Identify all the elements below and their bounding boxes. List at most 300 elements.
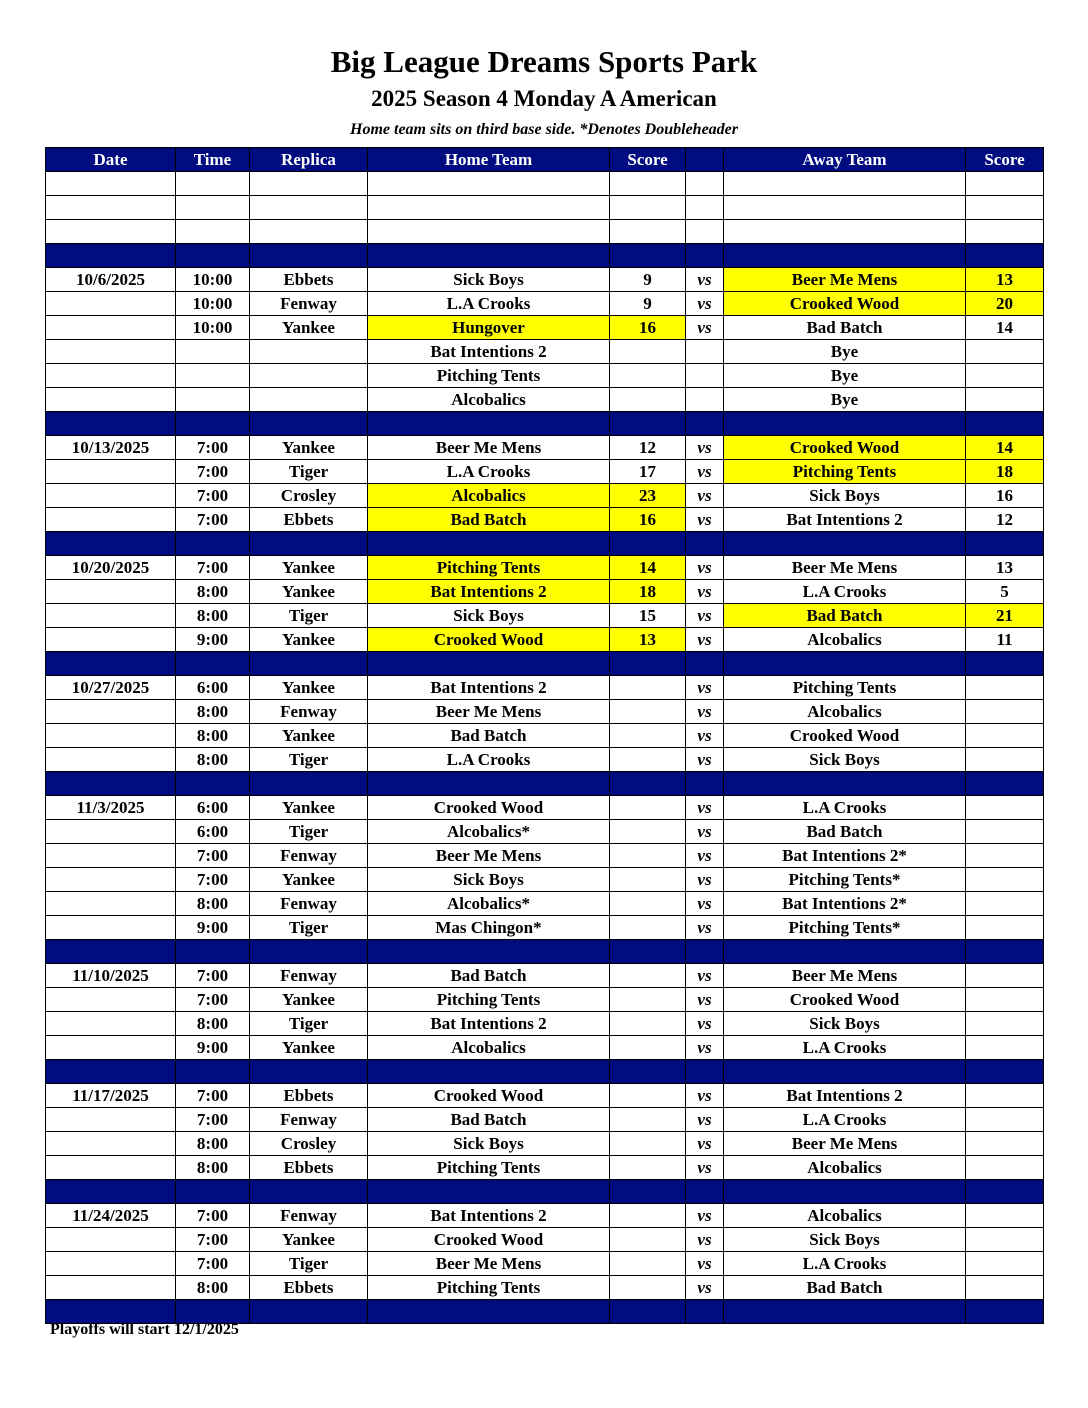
vs-cell: vs xyxy=(686,868,724,892)
separator-cell xyxy=(724,1060,966,1084)
time-cell: 7:00 xyxy=(176,484,250,508)
away-team-cell: L.A Crooks xyxy=(724,1252,966,1276)
replica-cell: Ebbets xyxy=(250,1084,368,1108)
game-row xyxy=(46,484,1044,508)
away-team-cell: L.A Crooks xyxy=(724,580,966,604)
separator-cell xyxy=(724,652,966,676)
vs-cell: vs xyxy=(686,484,724,508)
replica-cell: Yankee xyxy=(250,1036,368,1060)
col-date: Date xyxy=(46,148,176,172)
away-score-cell xyxy=(966,700,1044,724)
game-row xyxy=(46,556,1044,580)
home-score-cell: 15 xyxy=(610,604,686,628)
game-row xyxy=(46,724,1044,748)
empty-cell xyxy=(250,220,368,244)
home-team-cell: Sick Boys xyxy=(368,868,610,892)
date-cell xyxy=(46,460,176,484)
home-score-cell xyxy=(610,700,686,724)
game-row xyxy=(46,676,1044,700)
home-score-cell xyxy=(610,1084,686,1108)
replica-cell: Ebbets xyxy=(250,268,368,292)
vs-cell: vs xyxy=(686,892,724,916)
home-team-cell: L.A Crooks xyxy=(368,460,610,484)
time-cell: 6:00 xyxy=(176,676,250,700)
replica-cell: Fenway xyxy=(250,292,368,316)
away-team-cell: Beer Me Mens xyxy=(724,1132,966,1156)
home-team-cell: Pitching Tents xyxy=(368,556,610,580)
separator-cell xyxy=(176,1300,250,1324)
time-cell: 7:00 xyxy=(176,1084,250,1108)
home-team-cell: Bad Batch xyxy=(368,1108,610,1132)
game-row xyxy=(46,916,1044,940)
game-row xyxy=(46,748,1044,772)
home-score-cell xyxy=(610,1036,686,1060)
col-away-score: Score xyxy=(966,148,1044,172)
time-cell: 9:00 xyxy=(176,916,250,940)
vs-cell xyxy=(686,388,724,412)
separator-cell xyxy=(686,652,724,676)
home-score-cell: 9 xyxy=(610,292,686,316)
away-score-cell: 20 xyxy=(966,292,1044,316)
date-cell xyxy=(46,844,176,868)
time-cell: 7:00 xyxy=(176,1204,250,1228)
replica-cell: Fenway xyxy=(250,892,368,916)
away-team-cell: L.A Crooks xyxy=(724,796,966,820)
away-team-cell: Pitching Tents xyxy=(724,460,966,484)
home-score-cell xyxy=(610,748,686,772)
date-cell xyxy=(46,388,176,412)
home-score-cell xyxy=(610,1156,686,1180)
empty-cell xyxy=(176,172,250,196)
away-team-cell: Sick Boys xyxy=(724,748,966,772)
time-cell: 7:00 xyxy=(176,988,250,1012)
away-score-cell xyxy=(966,1036,1044,1060)
away-team-cell: Bye xyxy=(724,388,966,412)
separator-cell xyxy=(176,1060,250,1084)
schedule-table xyxy=(45,147,1044,1324)
away-score-cell xyxy=(966,844,1044,868)
vs-cell: vs xyxy=(686,604,724,628)
game-row xyxy=(46,1204,1044,1228)
home-score-cell xyxy=(610,676,686,700)
separator-cell xyxy=(368,244,610,268)
time-cell: 7:00 xyxy=(176,436,250,460)
vs-cell: vs xyxy=(686,1132,724,1156)
game-row xyxy=(46,1036,1044,1060)
time-cell: 8:00 xyxy=(176,1276,250,1300)
vs-cell: vs xyxy=(686,700,724,724)
home-score-cell: 16 xyxy=(610,508,686,532)
home-score-cell xyxy=(610,388,686,412)
replica-cell: Yankee xyxy=(250,436,368,460)
separator-cell xyxy=(724,940,966,964)
away-team-cell: Sick Boys xyxy=(724,484,966,508)
vs-cell: vs xyxy=(686,268,724,292)
time-cell: 8:00 xyxy=(176,700,250,724)
time-cell: 10:00 xyxy=(176,316,250,340)
away-score-cell xyxy=(966,340,1044,364)
game-row xyxy=(46,292,1044,316)
away-score-cell xyxy=(966,1156,1044,1180)
home-team-cell: L.A Crooks xyxy=(368,292,610,316)
separator-cell xyxy=(724,412,966,436)
game-row xyxy=(46,508,1044,532)
home-team-cell: Sick Boys xyxy=(368,604,610,628)
separator-cell xyxy=(46,652,176,676)
time-cell: 8:00 xyxy=(176,724,250,748)
away-score-cell: 14 xyxy=(966,436,1044,460)
away-score-cell: 18 xyxy=(966,460,1044,484)
home-team-cell: Bat Intentions 2 xyxy=(368,1012,610,1036)
home-score-cell xyxy=(610,988,686,1012)
away-team-cell: Beer Me Mens xyxy=(724,964,966,988)
vs-cell: vs xyxy=(686,436,724,460)
empty-cell xyxy=(724,220,966,244)
home-team-cell: Beer Me Mens xyxy=(368,700,610,724)
away-team-cell: L.A Crooks xyxy=(724,1108,966,1132)
separator-cell xyxy=(610,1300,686,1324)
game-row xyxy=(46,700,1044,724)
week-separator xyxy=(46,1300,1044,1324)
game-row xyxy=(46,1156,1044,1180)
separator-cell xyxy=(610,1180,686,1204)
empty-cell xyxy=(966,220,1044,244)
home-score-cell xyxy=(610,340,686,364)
away-score-cell xyxy=(966,1108,1044,1132)
time-cell: 8:00 xyxy=(176,892,250,916)
time-cell: 9:00 xyxy=(176,1036,250,1060)
vs-cell: vs xyxy=(686,580,724,604)
empty-cell xyxy=(686,196,724,220)
replica-cell: Tiger xyxy=(250,916,368,940)
date-cell xyxy=(46,892,176,916)
home-score-cell: 12 xyxy=(610,436,686,460)
away-team-cell: Sick Boys xyxy=(724,1012,966,1036)
date-cell xyxy=(46,868,176,892)
time-cell: 7:00 xyxy=(176,1228,250,1252)
empty-cell xyxy=(250,172,368,196)
time-cell: 10:00 xyxy=(176,292,250,316)
game-row xyxy=(46,820,1044,844)
home-team-cell: Beer Me Mens xyxy=(368,1252,610,1276)
separator-cell xyxy=(724,532,966,556)
separator-cell xyxy=(46,772,176,796)
time-cell: 7:00 xyxy=(176,1252,250,1276)
date-cell xyxy=(46,604,176,628)
time-cell: 7:00 xyxy=(176,868,250,892)
date-cell: 11/17/2025 xyxy=(46,1084,176,1108)
replica-cell xyxy=(250,364,368,388)
home-team-cell: Crooked Wood xyxy=(368,628,610,652)
away-team-cell: Bye xyxy=(724,340,966,364)
vs-cell: vs xyxy=(686,844,724,868)
replica-cell: Tiger xyxy=(250,1252,368,1276)
home-score-cell: 18 xyxy=(610,580,686,604)
time-cell: 8:00 xyxy=(176,580,250,604)
away-team-cell: Crooked Wood xyxy=(724,292,966,316)
away-team-cell: Pitching Tents* xyxy=(724,868,966,892)
away-team-cell: Crooked Wood xyxy=(724,988,966,1012)
week-separator xyxy=(46,772,1044,796)
col-vs xyxy=(686,148,724,172)
replica-cell: Yankee xyxy=(250,868,368,892)
date-cell: 10/20/2025 xyxy=(46,556,176,580)
away-score-cell xyxy=(966,964,1044,988)
vs-cell: vs xyxy=(686,1228,724,1252)
date-cell: 10/27/2025 xyxy=(46,676,176,700)
home-team-cell: Bat Intentions 2 xyxy=(368,1204,610,1228)
separator-cell xyxy=(610,244,686,268)
home-score-cell xyxy=(610,820,686,844)
away-team-cell: Beer Me Mens xyxy=(724,556,966,580)
game-row xyxy=(46,1084,1044,1108)
separator-cell xyxy=(686,532,724,556)
separator-cell xyxy=(966,772,1044,796)
separator-cell xyxy=(724,1300,966,1324)
home-team-cell: Crooked Wood xyxy=(368,1084,610,1108)
week-separator xyxy=(46,1180,1044,1204)
time-cell xyxy=(176,364,250,388)
vs-cell xyxy=(686,340,724,364)
col-home-team: Home Team xyxy=(368,148,610,172)
vs-cell: vs xyxy=(686,1084,724,1108)
separator-cell xyxy=(966,940,1044,964)
game-row xyxy=(46,580,1044,604)
game-row xyxy=(46,316,1044,340)
separator-cell xyxy=(176,940,250,964)
date-cell xyxy=(46,700,176,724)
empty-cell xyxy=(46,220,176,244)
separator-cell xyxy=(250,652,368,676)
away-team-cell: L.A Crooks xyxy=(724,1036,966,1060)
away-score-cell: 16 xyxy=(966,484,1044,508)
time-cell: 7:00 xyxy=(176,460,250,484)
replica-cell: Ebbets xyxy=(250,1276,368,1300)
separator-cell xyxy=(686,1300,724,1324)
replica-cell: Tiger xyxy=(250,460,368,484)
time-cell: 6:00 xyxy=(176,820,250,844)
game-row xyxy=(46,436,1044,460)
away-score-cell xyxy=(966,1084,1044,1108)
empty-cell xyxy=(176,220,250,244)
date-cell: 11/3/2025 xyxy=(46,796,176,820)
away-score-cell xyxy=(966,988,1044,1012)
replica-cell: Ebbets xyxy=(250,508,368,532)
date-cell xyxy=(46,1132,176,1156)
home-team-cell: L.A Crooks xyxy=(368,748,610,772)
home-team-cell: Pitching Tents xyxy=(368,1276,610,1300)
col-time: Time xyxy=(176,148,250,172)
vs-cell: vs xyxy=(686,1012,724,1036)
separator-cell xyxy=(610,772,686,796)
home-team-cell: Pitching Tents xyxy=(368,1156,610,1180)
separator-cell xyxy=(368,652,610,676)
bye-row xyxy=(46,388,1044,412)
away-score-cell xyxy=(966,1252,1044,1276)
home-score-cell xyxy=(610,844,686,868)
game-row xyxy=(46,796,1044,820)
page-note: Home team sits on third base side. *Denotes Doubleheader xyxy=(350,121,738,138)
separator-cell xyxy=(686,244,724,268)
away-score-cell xyxy=(966,1276,1044,1300)
time-cell: 7:00 xyxy=(176,508,250,532)
time-cell: 8:00 xyxy=(176,748,250,772)
date-cell: 11/24/2025 xyxy=(46,1204,176,1228)
time-cell: 8:00 xyxy=(176,1156,250,1180)
date-cell: 10/13/2025 xyxy=(46,436,176,460)
time-cell: 7:00 xyxy=(176,844,250,868)
empty-cell xyxy=(250,196,368,220)
date-cell xyxy=(46,1156,176,1180)
separator-cell xyxy=(686,940,724,964)
replica-cell: Yankee xyxy=(250,556,368,580)
separator-cell xyxy=(686,412,724,436)
home-team-cell: Pitching Tents xyxy=(368,988,610,1012)
date-cell xyxy=(46,988,176,1012)
separator-cell xyxy=(250,1180,368,1204)
away-team-cell: Bat Intentions 2 xyxy=(724,1084,966,1108)
game-row xyxy=(46,604,1044,628)
replica-cell: Tiger xyxy=(250,820,368,844)
vs-cell: vs xyxy=(686,988,724,1012)
replica-cell: Fenway xyxy=(250,1204,368,1228)
empty-cell xyxy=(966,172,1044,196)
date-cell xyxy=(46,748,176,772)
home-score-cell xyxy=(610,1204,686,1228)
separator-cell xyxy=(46,1180,176,1204)
away-score-cell xyxy=(966,724,1044,748)
date-cell xyxy=(46,364,176,388)
away-score-cell xyxy=(966,388,1044,412)
away-team-cell: Alcobalics xyxy=(724,1204,966,1228)
separator-cell xyxy=(610,940,686,964)
separator-cell xyxy=(46,940,176,964)
home-team-cell: Alcobalics xyxy=(368,388,610,412)
replica-cell: Fenway xyxy=(250,964,368,988)
home-score-cell xyxy=(610,1012,686,1036)
separator-cell xyxy=(966,1300,1044,1324)
separator-cell xyxy=(176,772,250,796)
away-score-cell xyxy=(966,868,1044,892)
game-row xyxy=(46,988,1044,1012)
empty-cell xyxy=(724,196,966,220)
replica-cell: Yankee xyxy=(250,1228,368,1252)
separator-cell xyxy=(250,412,368,436)
away-team-cell: Bad Batch xyxy=(724,1276,966,1300)
separator-cell xyxy=(46,532,176,556)
date-cell xyxy=(46,340,176,364)
away-score-cell: 13 xyxy=(966,268,1044,292)
away-score-cell xyxy=(966,892,1044,916)
replica-cell: Tiger xyxy=(250,748,368,772)
away-team-cell: Crooked Wood xyxy=(724,724,966,748)
separator-cell xyxy=(46,412,176,436)
separator-cell xyxy=(176,244,250,268)
separator-cell xyxy=(46,1060,176,1084)
away-team-cell: Alcobalics xyxy=(724,700,966,724)
away-team-cell: Alcobalics xyxy=(724,1156,966,1180)
away-team-cell: Crooked Wood xyxy=(724,436,966,460)
away-score-cell: 5 xyxy=(966,580,1044,604)
date-cell xyxy=(46,508,176,532)
separator-cell xyxy=(176,652,250,676)
away-score-cell xyxy=(966,748,1044,772)
separator-cell xyxy=(176,412,250,436)
away-score-cell xyxy=(966,796,1044,820)
game-row xyxy=(46,892,1044,916)
home-team-cell: Beer Me Mens xyxy=(368,844,610,868)
time-cell: 9:00 xyxy=(176,628,250,652)
separator-cell xyxy=(610,532,686,556)
replica-cell: Ebbets xyxy=(250,1156,368,1180)
separator-cell xyxy=(610,1060,686,1084)
separator-cell xyxy=(686,1060,724,1084)
replica-cell: Fenway xyxy=(250,1108,368,1132)
replica-cell: Yankee xyxy=(250,580,368,604)
bye-row xyxy=(46,364,1044,388)
vs-cell: vs xyxy=(686,820,724,844)
separator-cell xyxy=(724,1180,966,1204)
replica-cell: Yankee xyxy=(250,988,368,1012)
separator-cell xyxy=(368,1300,610,1324)
vs-cell: vs xyxy=(686,1204,724,1228)
away-score-cell xyxy=(966,916,1044,940)
replica-cell: Yankee xyxy=(250,676,368,700)
time-cell: 7:00 xyxy=(176,964,250,988)
week-separator xyxy=(46,412,1044,436)
home-team-cell: Mas Chingon* xyxy=(368,916,610,940)
home-score-cell xyxy=(610,916,686,940)
replica-cell: Yankee xyxy=(250,796,368,820)
vs-cell: vs xyxy=(686,1036,724,1060)
replica-cell: Fenway xyxy=(250,700,368,724)
date-cell xyxy=(46,1252,176,1276)
empty-cell xyxy=(686,172,724,196)
bye-row xyxy=(46,340,1044,364)
separator-cell xyxy=(966,652,1044,676)
date-cell xyxy=(46,316,176,340)
vs-cell: vs xyxy=(686,292,724,316)
game-row xyxy=(46,1228,1044,1252)
vs-cell: vs xyxy=(686,508,724,532)
home-score-cell: 14 xyxy=(610,556,686,580)
home-score-cell: 23 xyxy=(610,484,686,508)
separator-cell xyxy=(46,244,176,268)
home-team-cell: Pitching Tents xyxy=(368,364,610,388)
away-score-cell xyxy=(966,676,1044,700)
week-separator xyxy=(46,532,1044,556)
game-row xyxy=(46,268,1044,292)
page-subtitle: 2025 Season 4 Monday A American xyxy=(371,86,717,111)
separator-cell xyxy=(368,1060,610,1084)
home-team-cell: Alcobalics* xyxy=(368,820,610,844)
date-cell: 10/6/2025 xyxy=(46,268,176,292)
week-separator xyxy=(46,244,1044,268)
separator-cell xyxy=(966,532,1044,556)
vs-cell xyxy=(686,364,724,388)
empty-cell xyxy=(46,172,176,196)
away-score-cell xyxy=(966,1012,1044,1036)
col-away-team: Away Team xyxy=(724,148,966,172)
replica-cell: Crosley xyxy=(250,484,368,508)
week-separator xyxy=(46,1060,1044,1084)
home-team-cell: Alcobalics xyxy=(368,484,610,508)
separator-cell xyxy=(724,244,966,268)
separator-cell xyxy=(686,1180,724,1204)
replica-cell: Tiger xyxy=(250,1012,368,1036)
blank-row xyxy=(46,220,1044,244)
time-cell: 6:00 xyxy=(176,796,250,820)
